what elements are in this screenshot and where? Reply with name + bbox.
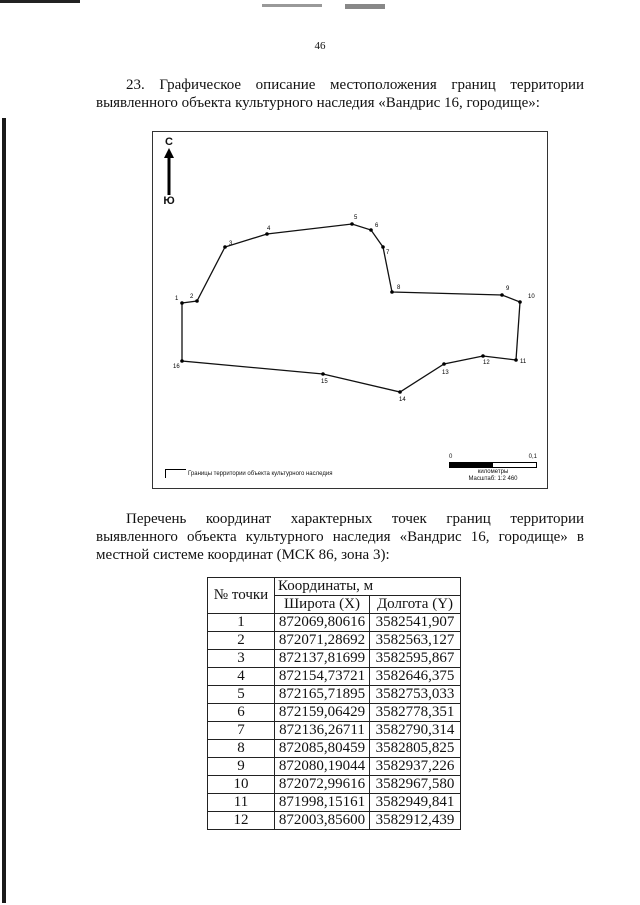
table-row	[208, 758, 461, 776]
scan-smudge-top	[262, 4, 322, 7]
table-row	[208, 812, 461, 830]
latitude-cell: 872137,81699	[275, 650, 370, 668]
point-number-cell: 10	[208, 776, 275, 794]
latitude-cell: 871998,15161	[275, 794, 370, 812]
longitude-cell: 3582949,841	[370, 794, 461, 812]
point-number-cell: 12	[208, 812, 275, 830]
longitude-cell: 3582912,439	[370, 812, 461, 830]
header-lon: Долгота (Y)	[370, 596, 461, 614]
point-number-cell: 4	[208, 668, 275, 686]
boundary-point-label: 11	[520, 359, 527, 365]
legend-swatch	[165, 469, 186, 478]
latitude-cell: 872071,28692	[275, 632, 370, 650]
intro-paragraph	[96, 510, 584, 564]
table-header-row	[208, 578, 461, 596]
latitude-cell: 872085,80459	[275, 740, 370, 758]
longitude-cell: 3582541,907	[370, 614, 461, 632]
point-number-cell: 11	[208, 794, 275, 812]
boundary-point	[180, 359, 184, 363]
table-row	[208, 740, 461, 758]
boundary-point-label: 1	[175, 296, 179, 302]
point-number-cell: 9	[208, 758, 275, 776]
scan-edge-left	[2, 118, 6, 903]
scan-edge-top	[0, 0, 80, 3]
point-number-cell: 7	[208, 722, 275, 740]
point-number-cell: 3	[208, 650, 275, 668]
boundary-point-label: 10	[528, 294, 535, 300]
table-row	[208, 668, 461, 686]
boundary-point-label: 2	[190, 294, 194, 300]
compass-north-label: С	[165, 136, 173, 148]
boundary-point	[195, 299, 199, 303]
heading-paragraph	[96, 76, 584, 112]
table-row	[208, 704, 461, 722]
point-number-cell: 2	[208, 632, 275, 650]
boundary-point-label: 15	[321, 379, 328, 385]
scale-bar	[449, 454, 537, 482]
table-row	[208, 632, 461, 650]
point-number-cell: 1	[208, 614, 275, 632]
boundary-point-label: 14	[399, 397, 406, 403]
heading-number: 23.	[126, 77, 145, 93]
scale-end: 0,1	[528, 454, 537, 460]
longitude-cell: 3582778,351	[370, 704, 461, 722]
boundary-point	[500, 293, 504, 297]
longitude-cell: 3582790,314	[370, 722, 461, 740]
heading-text: Графическое описание местоположения границ территории выявленного объекта культурного наследия «Вандрис 16, городище»:	[96, 77, 584, 111]
latitude-cell: 872003,85600	[275, 812, 370, 830]
map-legend	[165, 469, 332, 478]
latitude-cell: 872080,19044	[275, 758, 370, 776]
table-row	[208, 776, 461, 794]
boundary-point	[514, 358, 518, 362]
boundary-point-label: 4	[267, 226, 271, 232]
boundary-point-label: 16	[173, 364, 180, 370]
scale-ratio: Масштаб: 1:2 460	[468, 476, 518, 482]
boundary-point-label: 6	[375, 223, 379, 229]
boundary-point	[180, 301, 184, 305]
boundary-line	[182, 224, 520, 392]
longitude-cell: 3582937,226	[370, 758, 461, 776]
boundary-point	[481, 354, 485, 358]
longitude-cell: 3582805,825	[370, 740, 461, 758]
longitude-cell: 3582967,580	[370, 776, 461, 794]
header-lat: Широта (X)	[275, 596, 370, 614]
longitude-cell: 3582595,867	[370, 650, 461, 668]
latitude-cell: 872159,06429	[275, 704, 370, 722]
header-coords: Координаты, м	[275, 578, 461, 596]
boundary-point-label: 9	[506, 286, 510, 292]
point-number-cell: 5	[208, 686, 275, 704]
boundary-point	[369, 228, 373, 232]
latitude-cell: 872165,71895	[275, 686, 370, 704]
latitude-cell: 872072,99616	[275, 776, 370, 794]
longitude-cell: 3582563,127	[370, 632, 461, 650]
page-number: 46	[314, 40, 326, 52]
table-row	[208, 722, 461, 740]
scale-start: 0	[449, 454, 453, 460]
point-number-cell: 6	[208, 704, 275, 722]
table-row	[208, 794, 461, 812]
longitude-cell: 3582646,375	[370, 668, 461, 686]
table-row	[208, 686, 461, 704]
legend-text: Границы территории объекта культурного наследия	[188, 471, 333, 478]
compass-south-label: Ю	[163, 195, 175, 207]
boundary-polygon-svg	[153, 132, 547, 488]
boundary-point	[223, 245, 227, 249]
table-body	[208, 614, 461, 830]
table-row	[208, 650, 461, 668]
coordinates-table	[207, 577, 461, 830]
boundary-point	[442, 362, 446, 366]
latitude-cell: 872154,73721	[275, 668, 370, 686]
scan-smudge-top-2	[345, 4, 385, 9]
boundary-point-label: 13	[442, 370, 449, 376]
boundary-point-label: 12	[483, 360, 490, 366]
boundary-point	[381, 245, 385, 249]
boundary-point	[265, 232, 269, 236]
boundary-point-label: 7	[386, 250, 390, 256]
table-row	[208, 614, 461, 632]
boundary-point-label: 8	[397, 285, 401, 291]
point-number-cell: 8	[208, 740, 275, 758]
boundary-point	[390, 290, 394, 294]
latitude-cell: 872136,26711	[275, 722, 370, 740]
latitude-cell: 872069,80616	[275, 614, 370, 632]
boundary-point-label: 3	[229, 241, 233, 247]
header-point: № точки	[208, 578, 275, 614]
boundary-map	[152, 131, 548, 489]
boundary-point	[518, 300, 522, 304]
boundary-point-label: 5	[354, 215, 358, 221]
scale-bar-graphic	[449, 462, 537, 468]
intro-text: Перечень координат характерных точек границ территории выявленного объекта культурного наследия «Вандрис 16, городище» в местной системе координат (МСК 86, зона 3):	[96, 511, 584, 563]
longitude-cell: 3582753,033	[370, 686, 461, 704]
scale-unit: километры	[477, 469, 509, 475]
boundary-point	[398, 390, 402, 394]
boundary-point	[350, 222, 354, 226]
boundary-point	[321, 372, 325, 376]
